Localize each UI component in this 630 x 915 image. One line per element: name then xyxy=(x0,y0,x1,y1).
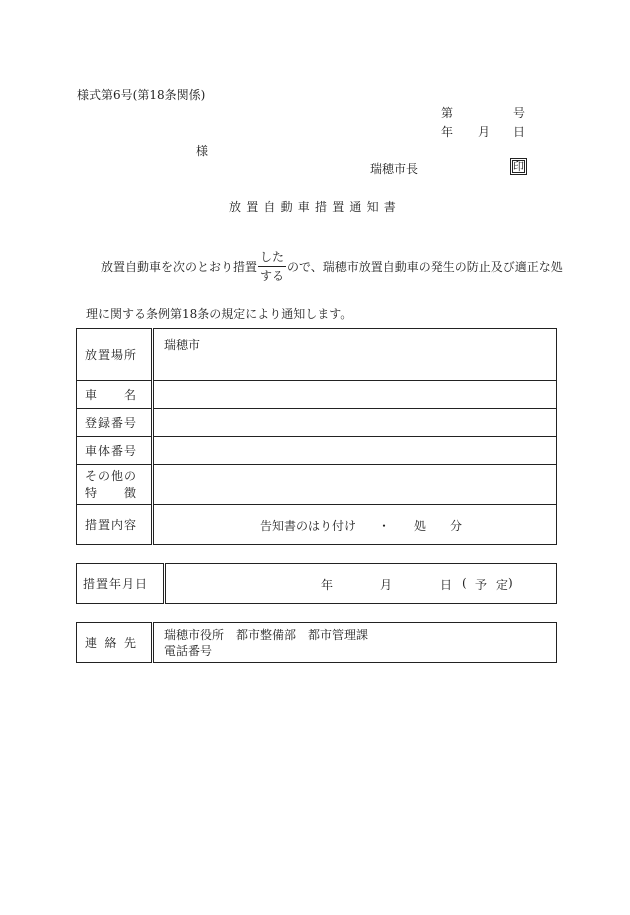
label-contact-c: 先 xyxy=(123,636,137,650)
label-contact xyxy=(77,623,153,663)
value-other[interactable] xyxy=(153,465,557,505)
action-date-month: 月 xyxy=(380,578,393,592)
contact-table xyxy=(76,622,557,663)
label-other xyxy=(77,465,153,505)
date-month: 月 xyxy=(478,125,491,139)
intro-before: 放置自動車を次のとおり措置 xyxy=(101,260,258,274)
label-car-name xyxy=(77,381,153,409)
form-id: 様式第6号(第18条関係) xyxy=(77,88,206,102)
addressee-suffix: 様 xyxy=(196,144,209,158)
intro-line-2: 理に関する条例第18条の規定により通知します。 xyxy=(86,307,353,321)
date-year: 年 xyxy=(441,125,454,139)
row-other xyxy=(77,465,557,505)
label-body-no: 車体番号 xyxy=(77,437,153,465)
value-car-name[interactable] xyxy=(153,381,557,409)
label-other-line1: その他の xyxy=(85,468,138,483)
details-table xyxy=(76,328,557,545)
action-date-table xyxy=(76,563,557,604)
row-action-date xyxy=(77,564,557,604)
sender-name: 瑞穂市長 xyxy=(370,162,419,176)
row-reg-no xyxy=(77,409,557,437)
value-place[interactable]: 瑞穂市 xyxy=(153,329,557,381)
action-option-dispose-b[interactable]: 分 xyxy=(450,519,463,533)
row-action xyxy=(77,505,557,545)
label-contact-b: 絡 xyxy=(104,636,118,650)
date-day: 日 xyxy=(513,125,526,139)
document-title: 放置自動車措置通知書 xyxy=(229,200,402,214)
label-other-b: 徴 xyxy=(123,485,137,500)
label-reg-no: 登録番号 xyxy=(77,409,153,437)
label-car-name-b: 名 xyxy=(123,388,137,402)
value-contact xyxy=(153,623,557,663)
action-separator: ・ xyxy=(378,519,391,533)
contact-phone-label: 電話番号 xyxy=(164,643,213,658)
planned-b: 定 xyxy=(496,578,509,592)
action-date-day: 日 xyxy=(440,578,453,592)
planned-a: 予 xyxy=(475,578,488,592)
intro-line-1 xyxy=(101,248,563,285)
label-other-a: 特 xyxy=(85,485,99,500)
planned-open: ( xyxy=(462,576,467,590)
action-date-year: 年 xyxy=(321,578,334,592)
label-car-name-a: 車 xyxy=(85,388,99,402)
row-place xyxy=(77,329,557,381)
action-option-dispose-a[interactable]: 処 xyxy=(414,519,427,533)
row-car-name xyxy=(77,381,557,409)
value-body-no[interactable] xyxy=(153,437,557,465)
option-lower: する xyxy=(258,266,286,285)
value-reg-no[interactable] xyxy=(153,409,557,437)
label-contact-a: 連 xyxy=(85,636,99,650)
value-action-date[interactable] xyxy=(165,564,557,604)
row-contact xyxy=(77,623,557,663)
number-suffix: 号 xyxy=(513,106,526,120)
number-prefix: 第 xyxy=(441,106,454,120)
action-option-notice[interactable]: 告知書のはり付け xyxy=(260,519,357,533)
option-upper: した xyxy=(260,250,285,264)
value-action xyxy=(153,505,557,545)
label-action-date: 措置年月日 xyxy=(77,564,165,604)
row-body-no xyxy=(77,437,557,465)
seal-mark: 印 xyxy=(510,158,527,175)
contact-department: 瑞穂市役所 都市整備部 都市管理課 xyxy=(164,627,369,642)
intro-option-fraction xyxy=(258,248,286,285)
label-place: 放置場所 xyxy=(77,329,153,381)
planned-close: ) xyxy=(508,576,513,590)
intro-after: ので、瑞穂市放置自動車の発生の防止及び適正な処 xyxy=(287,260,563,274)
label-action: 措置内容 xyxy=(77,505,153,545)
